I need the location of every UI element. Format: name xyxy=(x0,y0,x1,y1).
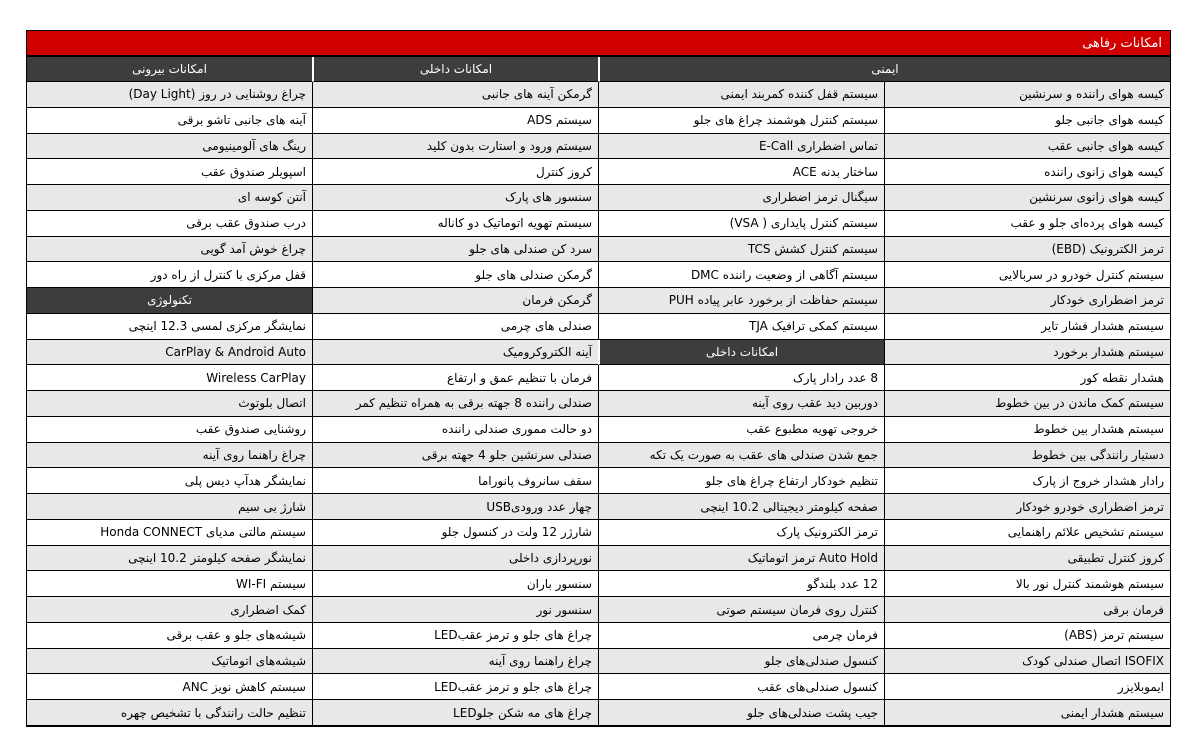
interior-item: خروجی تهویه مطبوع عقب xyxy=(598,417,884,443)
technology-item: نمایشگر صفحه کیلومتر 10.2 اینچی xyxy=(27,546,312,572)
technology-item: تنظیم حالت رانندگی با تشخیص چهره xyxy=(27,700,312,726)
interior-item: سنسور باران xyxy=(312,571,598,597)
safety-item: سیستم قفل کننده کمربند ایمنی xyxy=(598,82,884,108)
safety-item: دستیار رانندگی بین خطوط xyxy=(884,443,1170,469)
safety-item: سیستم ترمز (ABS) xyxy=(884,623,1170,649)
interior-item: فرمان با تنظیم عمق و ارتفاع xyxy=(312,365,598,391)
interior-item: کنسول صندلی‌های عقب xyxy=(598,674,884,700)
safety-item: سیستم کمکی ترافیک TJA xyxy=(598,314,884,340)
technology-item: Wireless CarPlay xyxy=(27,365,312,391)
technology-item: روشنایی صندوق عقب xyxy=(27,417,312,443)
safety-item: ترمز اضطراری خودکار xyxy=(884,288,1170,314)
safety-item: ساختار بدنه ACE xyxy=(598,159,884,185)
safety-item: هشدار نقطه کور xyxy=(884,365,1170,391)
header-interior-2: امکانات داخلی xyxy=(598,340,884,366)
safety-item: ترمز اضطراری خودرو خودکار xyxy=(884,494,1170,520)
interior-item: گرمکن آینه های جانبی xyxy=(312,82,598,108)
header-interior: امکانات داخلی xyxy=(312,57,598,82)
header-technology: تکنولوژی xyxy=(27,288,312,314)
header-safety: ایمنی xyxy=(598,57,1170,82)
safety-item: سیستم کنترل خودرو در سربالایی xyxy=(884,262,1170,288)
safety-item: سیستم هشدار فشار تایر xyxy=(884,314,1170,340)
interior-item: صفحه کیلومتر دیجیتالی 10.2 اینچی xyxy=(598,494,884,520)
technology-item: اتصال بلوتوث xyxy=(27,391,312,417)
features-table xyxy=(26,30,1171,727)
interior-item: دوربین دید عقب روی آینه xyxy=(598,391,884,417)
interior-item: کنسول صندلی‌های جلو xyxy=(598,649,884,675)
safety-item: سیستم تشخیص علائم راهنمایی xyxy=(884,520,1170,546)
technology-item: شیشه‌های اتوماتیک xyxy=(27,649,312,675)
technology-item: سیستم مالتی مدیای Honda CONNECT xyxy=(27,520,312,546)
exterior-item: آینه های جانبی تاشو برقی xyxy=(27,108,312,134)
interior-item: Auto Hold ترمز اتوماتیک xyxy=(598,546,884,572)
interior-item: سنسور های پارک xyxy=(312,185,598,211)
interior-item: صندلی های چرمی xyxy=(312,314,598,340)
exterior-item: چراغ خوش آمد گویی xyxy=(27,237,312,263)
safety-item: سیستم کنترل کشش TCS xyxy=(598,237,884,263)
interior-item: گرمکن فرمان xyxy=(312,288,598,314)
interior-item: ترمز الکترونیک پارک xyxy=(598,520,884,546)
safety-item: سیستم آگاهی از وضعیت راننده DMC xyxy=(598,262,884,288)
technology-item: سیستم کاهش نویز ANC xyxy=(27,674,312,700)
safety-item: سیستم حفاظت از برخورد عابر پیاده PUH xyxy=(598,288,884,314)
interior-item: چراغ های مه شکن جلوLED xyxy=(312,700,598,726)
interior-item: سیستم ADS xyxy=(312,108,598,134)
technology-item: نمایشگر هدآپ دیس پلی xyxy=(27,468,312,494)
exterior-item: قفل مرکزی با کنترل از راه دور xyxy=(27,262,312,288)
interior-item: تنظیم خودکار ارتفاع چراغ های جلو xyxy=(598,468,884,494)
interior-item: شارژر 12 ولت در کنسول جلو xyxy=(312,520,598,546)
safety-item: ایموبلایزر xyxy=(884,674,1170,700)
safety-item: سیستم کنترل هوشمند چراغ های جلو xyxy=(598,108,884,134)
interior-item: جیب پشت صندلی‌های جلو xyxy=(598,700,884,726)
safety-item: رادار هشدار خروج از پارک xyxy=(884,468,1170,494)
safety-item: سیستم هشدار بین خطوط xyxy=(884,417,1170,443)
safety-item: ترمز الکترونیک (EBD) xyxy=(884,237,1170,263)
technology-item: سیستم WI-FI xyxy=(27,571,312,597)
safety-item: کیسه هوای زانوی سرنشین xyxy=(884,185,1170,211)
interior-item: کنترل روی فرمان سیستم صوتی xyxy=(598,597,884,623)
interior-item: سنسور نور xyxy=(312,597,598,623)
interior-item: چراغ راهنما روی آینه xyxy=(312,649,598,675)
technology-item: کمک اضطراری xyxy=(27,597,312,623)
technology-item: شیشه‌های جلو و عقب برقی xyxy=(27,623,312,649)
table-title: امکانات رفاهی xyxy=(27,31,1170,57)
safety-item: فرمان برقی xyxy=(884,597,1170,623)
safety-item: کیسه هوای راننده و سرنشین xyxy=(884,82,1170,108)
technology-item: CarPlay & Android Auto xyxy=(27,340,312,366)
interior-item: سیستم تهویه اتوماتیک دو کاناله xyxy=(312,211,598,237)
exterior-item: رینگ های آلومینیومی xyxy=(27,134,312,160)
interior-item: آینه الکتروکرومیک xyxy=(312,340,598,366)
interior-item: سیستم ورود و استارت بدون کلید xyxy=(312,134,598,160)
header-exterior: امکانات بیرونی xyxy=(27,57,312,82)
safety-item: سیستم هشدار برخورد xyxy=(884,340,1170,366)
interior-item: کروز کنترل xyxy=(312,159,598,185)
interior-item: جمع شدن صندلی های عقب به صورت یک تکه xyxy=(598,443,884,469)
interior-item: 8 عدد رادار پارک xyxy=(598,365,884,391)
interior-item: صندلی سرنشین جلو 4 جهته برقی xyxy=(312,443,598,469)
interior-item: سقف سانروف پانوراما xyxy=(312,468,598,494)
exterior-item: درب صندوق عقب برقی xyxy=(27,211,312,237)
exterior-item: آنتن کوسه ای xyxy=(27,185,312,211)
interior-item: چراغ های جلو و ترمز عقبLED xyxy=(312,623,598,649)
exterior-item: چراغ روشنایی در روز (Day Light) xyxy=(27,82,312,108)
interior-item: 12 عدد بلندگو xyxy=(598,571,884,597)
safety-item: سیستم کمک ماندن در بین خطوط xyxy=(884,391,1170,417)
safety-item: سیستم هوشمند کنترل نور بالا xyxy=(884,571,1170,597)
interior-item: سرد کن صندلی های جلو xyxy=(312,237,598,263)
safety-item: سیستم کنترل پایداری ( VSA) xyxy=(598,211,884,237)
safety-item: سیستم هشدار ایمنی xyxy=(884,700,1170,726)
interior-item: چراغ های جلو و ترمز عقبLED xyxy=(312,674,598,700)
safety-item: کیسه هوای جانبی جلو xyxy=(884,108,1170,134)
exterior-item: اسپویلر صندوق عقب xyxy=(27,159,312,185)
technology-item: نمایشگر مرکزی لمسی 12.3 اینچی xyxy=(27,314,312,340)
interior-item: دو حالت مموری صندلی راننده xyxy=(312,417,598,443)
safety-item: تماس اضطراری E-Call xyxy=(598,134,884,160)
safety-item: کیسه هوای جانبی عقب xyxy=(884,134,1170,160)
technology-item: شارژ بی سیم xyxy=(27,494,312,520)
interior-item: صندلی راننده 8 جهته برقی به همراه تنظیم کمر xyxy=(312,391,598,417)
safety-item: کیسه هوای پرده‌ای جلو و عقب xyxy=(884,211,1170,237)
interior-item: گرمکن صندلی های جلو xyxy=(312,262,598,288)
safety-item: سیگنال ترمز اضطراری xyxy=(598,185,884,211)
safety-item: کروز کنترل تطبیقی xyxy=(884,546,1170,572)
technology-item: چراغ راهنما روی آینه xyxy=(27,443,312,469)
safety-item: ISOFIX اتصال صندلی کودک xyxy=(884,649,1170,675)
safety-item: کیسه هوای زانوی راننده xyxy=(884,159,1170,185)
interior-item: چهار عدد ورودیUSB xyxy=(312,494,598,520)
interior-item: نورپردازی داخلی xyxy=(312,546,598,572)
interior-item: فرمان چرمی xyxy=(598,623,884,649)
